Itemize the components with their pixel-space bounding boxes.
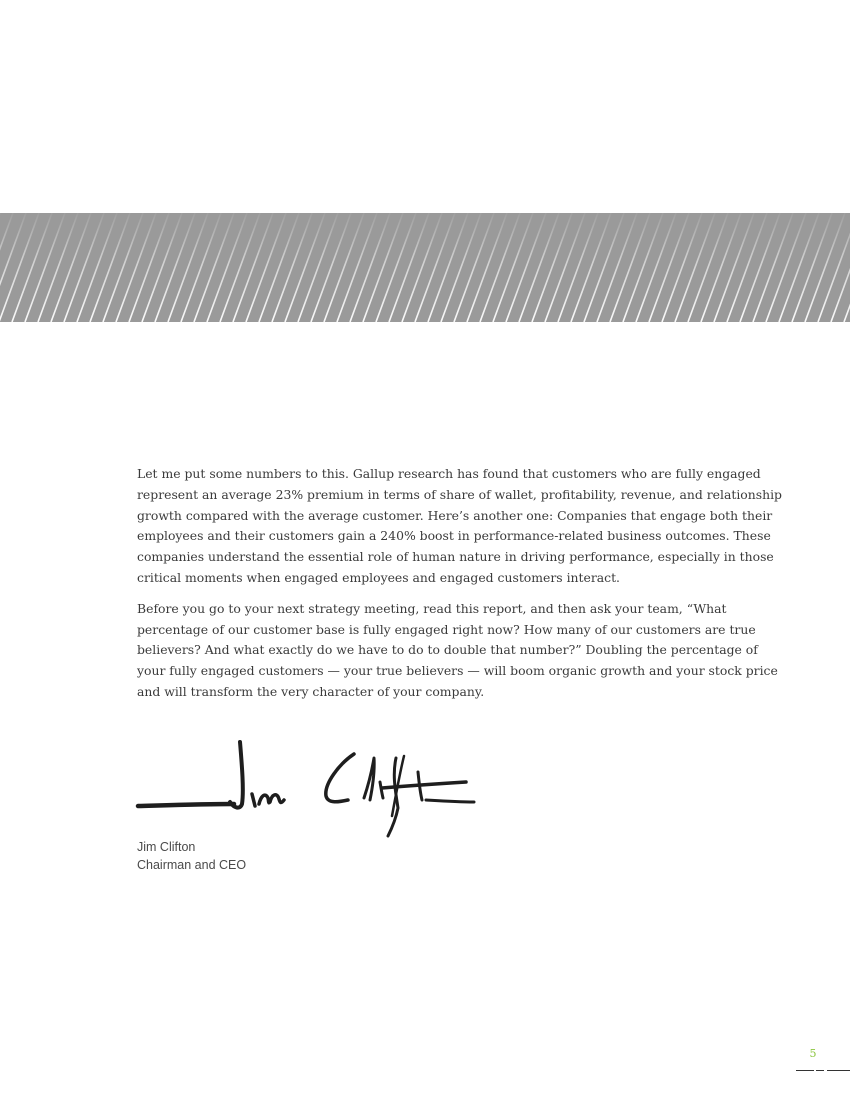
- stripe: [493, 213, 533, 322]
- stripe: [64, 213, 104, 322]
- stripe: [623, 213, 663, 322]
- stripe: [116, 213, 156, 322]
- stripe: [12, 213, 52, 322]
- stripe: [181, 213, 221, 322]
- text-line: employees and their customers gain a 240% boost in performance-related business outcomes. These: [137, 528, 771, 544]
- stripe: [259, 213, 299, 322]
- stripe: [662, 213, 702, 322]
- stripe: [428, 213, 468, 322]
- stripe: [532, 213, 572, 322]
- stripe: [246, 213, 286, 322]
- stripe: [142, 213, 182, 322]
- stripe: [350, 213, 390, 322]
- header-banner: [0, 213, 850, 322]
- stripe: [740, 213, 780, 322]
- stripe: [207, 213, 247, 322]
- paragraph-engagement-numbers: [137, 464, 782, 589]
- stripe: [727, 213, 767, 322]
- text-line: believers? And what exactly do we have to do to double that number?” Doubling the percentage of: [137, 642, 758, 658]
- stripe: [51, 213, 91, 322]
- text-line: companies understand the essential role of human nature in driving performance, especially in those: [137, 549, 774, 565]
- page-number: 5: [809, 1047, 817, 1060]
- signoff: [137, 838, 246, 874]
- stripe: [38, 213, 78, 322]
- stripe: [415, 213, 455, 322]
- text-line: growth compared with the average customer. Here’s another one: Companies that engage both their: [137, 507, 773, 523]
- stripe: [649, 213, 689, 322]
- stripe: [480, 213, 520, 322]
- stripe: [77, 213, 117, 322]
- stripe: [714, 213, 754, 322]
- stripe: [467, 213, 507, 322]
- stripe: [792, 213, 832, 322]
- stripe: [311, 213, 351, 322]
- stripe: [636, 213, 676, 322]
- footer-rule: [816, 1070, 824, 1071]
- stripe: [597, 213, 637, 322]
- stripe: [584, 213, 624, 322]
- stripe: [324, 213, 364, 322]
- paragraph-call-to-action: [137, 599, 778, 703]
- text-line: your fully engaged customers — your true believers — will boom organic growth and your stock price: [137, 663, 778, 679]
- stripe: [766, 213, 806, 322]
- stripe: [389, 213, 429, 322]
- stripe: [545, 213, 585, 322]
- text-line: represent an average 23% premium in terms of share of wallet, profitability, revenue, and relationship: [137, 486, 782, 502]
- stripe: [272, 213, 312, 322]
- signer-title: Chairman and CEO: [137, 858, 247, 872]
- stripe: [506, 213, 546, 322]
- text-line: Let me put some numbers to this. Gallup research has found that customers who are fully engaged: [137, 466, 761, 481]
- handwritten-signature: [134, 736, 484, 846]
- stripe: [753, 213, 793, 322]
- stripe: [233, 213, 273, 322]
- stripe: [337, 213, 377, 322]
- stripe: [519, 213, 559, 322]
- stripe: [441, 213, 481, 322]
- stripe: [298, 213, 338, 322]
- stripe: [25, 213, 65, 322]
- stripe: [0, 213, 26, 322]
- stripe: [610, 213, 650, 322]
- letter-body: [137, 464, 782, 713]
- text-line: percentage of our customer base is fully engaged right now? How many of our customers are true: [137, 621, 756, 637]
- stripe: [844, 213, 850, 322]
- stripe: [220, 213, 260, 322]
- stripe: [129, 213, 169, 322]
- stripe: [558, 213, 598, 322]
- footer-rule: [827, 1070, 850, 1071]
- stripe: [155, 213, 195, 322]
- text-line: critical moments when engaged employees and engaged customers interact.: [137, 569, 620, 585]
- footer-rule: [796, 1070, 814, 1071]
- text-line: and will transform the very character of your company.: [137, 683, 485, 699]
- stripe: [805, 213, 845, 322]
- stripe: [454, 213, 494, 322]
- stripe: [779, 213, 819, 322]
- diagonal-stripes: [0, 213, 850, 322]
- stripe: [675, 213, 715, 322]
- text-line: Before you go to your next strategy meeting, read this report, and then ask your team, “What: [137, 600, 727, 616]
- stripe: [103, 213, 143, 322]
- stripe: [194, 213, 234, 322]
- stripe: [376, 213, 416, 322]
- stripe: [168, 213, 208, 322]
- stripe: [363, 213, 403, 322]
- signer-name: Jim Clifton: [137, 840, 196, 854]
- stripe: [701, 213, 741, 322]
- stripe: [402, 213, 442, 322]
- stripe: [571, 213, 611, 322]
- stripe: [818, 213, 850, 322]
- stripe: [688, 213, 728, 322]
- stripe: [285, 213, 325, 322]
- stripe: [90, 213, 130, 322]
- stripe: [831, 213, 850, 322]
